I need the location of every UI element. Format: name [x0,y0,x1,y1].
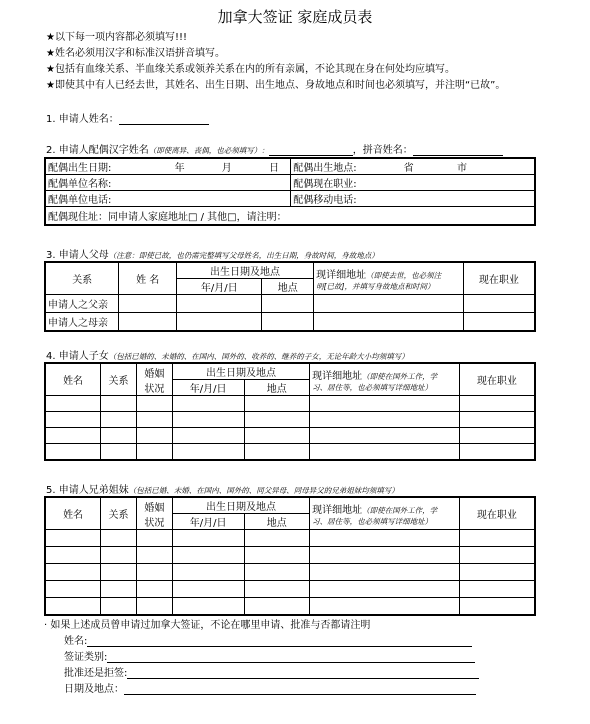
footer-date-place-label: 日期及地点： [64,684,124,695]
table-cell[interactable] [459,547,535,564]
footer-intro: · 如果上述成员曾申请过加拿大签证，不论在哪里申请、批准与否都请注明 [44,620,371,631]
children-address-hint-1: （即使在国外工作，学 [362,371,438,381]
footer-name-field[interactable] [87,635,472,647]
table-cell[interactable] [244,412,310,428]
children-col-name: 姓名 [45,363,101,396]
table-cell[interactable] [244,444,310,460]
table-cell[interactable] [45,547,101,564]
spouse-mobile-cell[interactable] [291,191,535,207]
siblings-col-ymd: 年/月/日 [172,514,244,530]
footer-result-label: 批准还是拒签: [64,668,128,679]
table-cell[interactable] [459,444,535,460]
siblings-address-header: 现详细地址 [312,504,363,516]
table-cell[interactable] [172,598,244,615]
table-cell[interactable] [45,598,101,615]
mother-label: 申请人之母亲 [45,313,119,331]
spouse-work-phone-label: 配偶单位电话: [48,195,112,206]
note-3: ★包括有血缘关系、半血缘关系或领养关系在内的所有亲属，不论其现在身在何处均应填写。 [46,64,455,75]
table-cell[interactable] [136,444,172,460]
parents-address-hint-1: （即使去世，也必须注 [366,270,442,280]
spouse-chinese-name-field[interactable] [269,144,353,156]
table-cell[interactable] [101,444,137,460]
table-cell[interactable] [310,564,460,581]
table-cell[interactable] [101,564,137,581]
siblings-col-name: 姓名 [45,497,101,530]
table-cell[interactable] [244,530,310,547]
footer-name-row [64,632,472,647]
children-col-birth: 出生日期及地点 [172,363,309,380]
footer-result-field[interactable] [127,667,479,679]
year-label: 年 [174,163,185,174]
table-row [45,530,535,547]
table-cell[interactable] [314,313,464,331]
marital-line-2: 状况 [144,517,165,529]
spouse-table [44,157,536,226]
footer-date-place-row [64,680,476,695]
table-cell[interactable] [459,598,535,615]
table-cell[interactable] [244,581,310,598]
children-address-hint-2: 习、居住等，也必须填写详细地址） [312,382,433,392]
q5-label: 5. 申请人兄弟姐妹 [46,485,129,496]
table-cell[interactable] [244,564,310,581]
table-cell[interactable] [45,564,101,581]
spouse-employer-cell[interactable] [45,175,291,191]
spouse-occupation-label: 配偶现在职业: [293,179,357,190]
children-col-marital [136,363,172,396]
parents-address-header: 现详细地址 [316,269,367,281]
table-cell[interactable] [136,564,172,581]
city-label: 市 [456,163,467,174]
q2-spouse-heading [46,141,503,156]
table-cell[interactable] [310,598,460,615]
page-title: 加拿大签证 家庭成员表 [217,8,373,26]
siblings-col-marital [136,497,172,530]
table-cell[interactable] [176,313,261,331]
q4-label: 4. 申请人子女 [46,351,109,362]
table-cell[interactable] [172,581,244,598]
table-cell[interactable] [45,444,101,460]
table-cell[interactable] [119,313,177,331]
siblings-col-address [310,497,460,530]
note-2: ★姓名必须用汉字和标准汉语拼音填写。 [46,48,225,59]
siblings-col-job: 现在职业 [459,497,535,530]
father-label: 申请人之父亲 [45,295,119,313]
table-cell[interactable] [136,598,172,615]
table-row [45,598,535,615]
table-row [45,412,535,428]
table-cell[interactable] [101,530,137,547]
table-cell[interactable] [136,547,172,564]
q5-hint: （包括已婚、未婚、在国内、国外的、同父异母、同母异父的兄弟姐妹均须填写） [128,486,399,495]
q5-siblings-heading [46,481,399,496]
table-cell[interactable] [119,295,177,313]
q3-parents-heading [46,246,379,261]
table-cell[interactable] [244,428,310,444]
table-cell[interactable] [459,412,535,428]
spouse-pinyin-field[interactable] [413,144,503,156]
parents-table [44,261,536,332]
spouse-birth-date-cell[interactable] [45,158,291,175]
table-row [45,547,535,564]
month-label: 月 [221,163,232,174]
table-row [45,295,535,313]
spouse-employer-label: 配偶单位名称: [48,179,112,190]
footer-visa-type-row [64,648,475,663]
table-cell[interactable] [172,396,244,412]
spouse-address-cell[interactable] [45,207,535,225]
footer-visa-type-field[interactable] [107,651,475,663]
table-cell[interactable] [101,396,137,412]
siblings-col-relation: 关系 [101,497,137,530]
table-cell[interactable] [101,547,137,564]
table-cell[interactable] [45,530,101,547]
table-cell[interactable] [172,428,244,444]
footer-visa-type-label: 签证类别: [64,652,108,663]
siblings-address-hint-1: （即使在国外工作，学 [362,505,438,515]
siblings-col-place: 地点 [244,514,310,530]
children-col-ymd: 年/月/日 [172,380,244,396]
marital-line-2: 状况 [144,383,165,395]
table-cell[interactable] [463,295,535,313]
day-label: 日 [268,163,279,174]
q3-label: 3. 申请人父母 [46,250,109,261]
spouse-birth-date-label: 配偶出生日期: [48,163,112,174]
spouse-mobile-label: 配偶移动电话: [293,195,357,206]
note-4: ★即使其中有人已经去世，其姓名、出生日期、出生地点、身故地点和时间也必须填写，并注明“已故”。 [46,80,506,91]
table-row [45,581,535,598]
parents-col-relation: 关系 [45,262,119,295]
siblings-col-birth: 出生日期及地点 [172,497,309,514]
spouse-birth-place-label: 配偶出生地点: [293,163,357,174]
table-row [45,396,535,412]
table-cell[interactable] [459,564,535,581]
spouse-address-label: 配偶现住址：同申请人家庭地址□ / 其他□，请注明： [48,211,287,223]
marital-line-1: 婚姻 [144,368,165,380]
spouse-birth-place-cell[interactable] [291,158,535,175]
note-1: ★以下每一项内容都必须填写!!! [46,32,187,43]
q1-applicant-name [46,110,209,125]
table-row [45,313,535,331]
table-cell[interactable] [136,530,172,547]
children-col-relation: 关系 [101,363,137,396]
table-cell[interactable] [45,581,101,598]
table-cell[interactable] [101,598,137,615]
parents-col-ymd: 年/月/日 [176,279,261,295]
table-cell[interactable] [459,428,535,444]
table-cell[interactable] [310,412,460,428]
table-row [45,444,535,460]
table-cell[interactable] [101,412,137,428]
table-cell[interactable] [101,428,137,444]
parents-col-address [314,262,464,295]
table-cell[interactable] [136,428,172,444]
table-cell[interactable] [176,295,261,313]
table-cell[interactable] [45,412,101,428]
children-table [44,362,536,461]
q4-hint: （包括已婚的、未婚的、在国内、国外的、收养的、继养的子女，无论年龄大小均须填写） [108,352,409,361]
parents-col-name: 姓 名 [119,262,177,295]
table-cell[interactable] [262,295,314,313]
children-col-address [310,363,460,396]
table-row [45,564,535,581]
table-cell[interactable] [310,547,460,564]
parents-col-job: 现在职业 [463,262,535,295]
children-col-place: 地点 [244,380,310,396]
table-cell[interactable] [459,581,535,598]
q2-pinyin-label: ，拼音姓名： [352,145,413,156]
q4-children-heading [46,347,409,362]
table-cell[interactable] [262,313,314,331]
q1-label: 1. 申请人姓名： [46,114,119,125]
table-cell[interactable] [310,428,460,444]
table-cell[interactable] [310,444,460,460]
table-cell[interactable] [459,530,535,547]
table-row [45,428,535,444]
table-cell[interactable] [310,396,460,412]
footer-date-place-field[interactable] [124,683,476,695]
table-cell[interactable] [172,530,244,547]
children-address-header: 现详细地址 [312,370,363,382]
applicant-name-field[interactable] [119,113,209,125]
province-label: 省 [403,163,414,174]
table-cell[interactable] [136,396,172,412]
q2-hint: （即使离异、丧偶，也必须填写）： [148,146,269,155]
table-cell[interactable] [463,313,535,331]
q2-label: 2. 申请人配偶汉字姓名 [46,145,149,156]
siblings-table [44,496,536,616]
instructions [46,30,505,94]
table-cell[interactable] [45,396,101,412]
q3-hint: （注意：即使已故，也仍需完整填写父母姓名，出生日期，身故时间，身故地点） [108,251,379,260]
table-cell[interactable] [244,396,310,412]
table-cell[interactable] [136,581,172,598]
table-cell[interactable] [310,581,460,598]
table-cell[interactable] [459,396,535,412]
footer-name-label: 姓名: [64,636,88,647]
table-cell[interactable] [101,581,137,598]
table-cell[interactable] [244,547,310,564]
table-cell[interactable] [314,295,464,313]
table-cell[interactable] [172,444,244,460]
table-cell[interactable] [45,428,101,444]
children-col-job: 现在职业 [459,363,535,396]
marital-line-1: 婚姻 [144,502,165,514]
parents-col-place: 地点 [262,279,314,295]
parents-address-hint-2: 明[已故]，并填写身故地点和时间） [316,281,435,291]
table-cell[interactable] [172,564,244,581]
footer-result-row [64,664,479,679]
table-cell[interactable] [310,530,460,547]
table-cell[interactable] [172,547,244,564]
table-cell[interactable] [244,598,310,615]
siblings-address-hint-2: 习、居住等，也必须填写详细地址） [312,516,433,526]
table-cell[interactable] [136,412,172,428]
table-cell[interactable] [172,412,244,428]
spouse-work-phone-cell[interactable] [45,191,291,207]
parents-col-birth: 出生日期及地点 [176,262,313,279]
spouse-occupation-cell[interactable] [291,175,535,191]
